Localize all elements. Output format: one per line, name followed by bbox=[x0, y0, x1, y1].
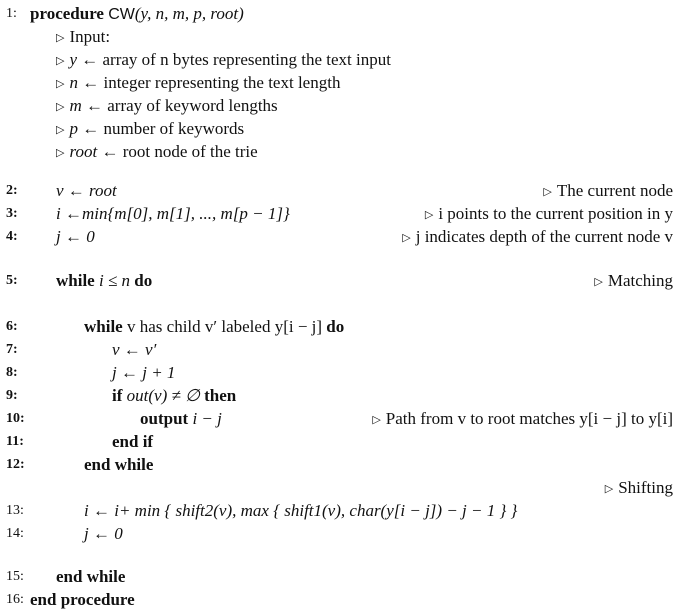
line-6 bbox=[0, 316, 679, 338]
comment-triangle-icon: ▷ bbox=[604, 483, 614, 495]
line-number: 6: bbox=[6, 319, 18, 334]
line-number: 10: bbox=[6, 411, 25, 426]
line-number: 4: bbox=[6, 229, 18, 244]
comment-triangle-icon: ▷ bbox=[402, 232, 411, 244]
code: j ← j + 1 bbox=[112, 363, 176, 382]
condition: i ≤ n bbox=[98, 271, 131, 290]
procedure-header bbox=[30, 3, 244, 26]
code bbox=[56, 270, 152, 292]
keyword-end-procedure: end procedure bbox=[30, 590, 135, 609]
line-number: 8: bbox=[6, 365, 18, 380]
comment-text: ← root node of the trie bbox=[101, 142, 258, 161]
comment-text: Shifting bbox=[618, 478, 673, 497]
comment-text: Input: bbox=[69, 27, 111, 46]
comment-triangle-icon: ▷ bbox=[56, 101, 65, 113]
line-15 bbox=[0, 566, 679, 588]
comment-triangle-icon: ▷ bbox=[594, 276, 603, 288]
line-number: 7: bbox=[6, 342, 18, 357]
comment bbox=[543, 180, 673, 203]
line-number: 1: bbox=[6, 6, 17, 21]
input-comment-root bbox=[0, 141, 679, 163]
keyword-output: output bbox=[140, 409, 189, 428]
comment-triangle-icon: ▷ bbox=[56, 124, 65, 136]
line-7 bbox=[0, 339, 679, 361]
comment-text: j indicates depth of the current node v bbox=[415, 227, 673, 246]
keyword-end-while: end while bbox=[84, 455, 154, 474]
line-5 bbox=[0, 270, 679, 292]
comment-text: Matching bbox=[607, 271, 673, 290]
line-number: 2: bbox=[6, 183, 18, 198]
comment-text: ← number of keywords bbox=[82, 119, 245, 138]
line-1 bbox=[0, 3, 679, 25]
comment-text: ← integer representing the text length bbox=[82, 73, 341, 92]
input-comment-y bbox=[0, 49, 679, 71]
keyword-end-if: end if bbox=[112, 432, 154, 451]
code bbox=[84, 316, 344, 338]
output-expr: i − j bbox=[192, 409, 222, 428]
line-8 bbox=[0, 362, 679, 384]
comment bbox=[605, 477, 673, 500]
keyword-while: while bbox=[84, 317, 123, 336]
comment-triangle-icon: ▷ bbox=[543, 186, 552, 198]
line-number: 15: bbox=[6, 569, 24, 584]
input-comment-m bbox=[0, 95, 679, 117]
comment-text: ← array of keyword lengths bbox=[86, 96, 278, 115]
code: j ← 0 bbox=[84, 524, 123, 543]
code: i ← i+ min { shift2(v), max { shift1(v), char(y[i − j]) − j − 1 } } bbox=[84, 501, 518, 520]
comment-var: root bbox=[69, 142, 98, 161]
line-number: 11: bbox=[6, 434, 24, 449]
line-number: 16: bbox=[6, 592, 24, 607]
comment bbox=[425, 203, 673, 226]
line-number: 14: bbox=[6, 526, 24, 541]
line-3 bbox=[0, 203, 679, 225]
keyword-then: then bbox=[204, 386, 237, 405]
keyword-procedure: procedure bbox=[30, 4, 104, 23]
line-number: 5: bbox=[6, 273, 18, 288]
line-number: 3: bbox=[6, 206, 18, 221]
condition: v has child v′ labeled y[i − j] bbox=[126, 317, 323, 336]
comment-text: i points to the current position in y bbox=[438, 204, 673, 223]
line-4 bbox=[0, 226, 679, 248]
comment-triangle-icon: ▷ bbox=[424, 209, 434, 221]
comment-text: The current node bbox=[556, 181, 673, 200]
procedure-name: CW bbox=[108, 6, 135, 23]
input-comment-p bbox=[0, 118, 679, 140]
keyword-while: while bbox=[56, 271, 95, 290]
code bbox=[140, 408, 222, 430]
keyword-do: do bbox=[134, 271, 153, 290]
line-number: 9: bbox=[6, 388, 18, 403]
line-13 bbox=[0, 500, 679, 522]
keyword-if: if bbox=[112, 386, 123, 405]
comment bbox=[402, 226, 673, 249]
condition: out(v) ≠ ∅ bbox=[126, 386, 200, 405]
code: v ← v′ bbox=[112, 340, 157, 359]
comment-triangle-icon: ▷ bbox=[372, 414, 381, 426]
comment-text: ← array of n bytes representing the text input bbox=[81, 50, 391, 69]
keyword-do: do bbox=[326, 317, 345, 336]
comment-text: Path from v to root matches y[i − j] to y[i] bbox=[385, 409, 673, 428]
input-comment-header bbox=[0, 26, 679, 48]
line-10 bbox=[0, 408, 679, 430]
keyword-end-while: end while bbox=[56, 567, 126, 586]
code: v ← root bbox=[56, 181, 117, 200]
input-comment-n bbox=[0, 72, 679, 94]
comment bbox=[594, 270, 673, 293]
line-14 bbox=[0, 523, 679, 545]
comment-triangle-icon: ▷ bbox=[56, 32, 65, 44]
comment-var: p bbox=[69, 119, 78, 138]
line-number: 13: bbox=[6, 503, 24, 518]
line-11 bbox=[0, 431, 679, 453]
line-number: 12: bbox=[6, 457, 25, 472]
line-12 bbox=[0, 454, 679, 476]
comment-var: y bbox=[69, 50, 78, 69]
code: j ← 0 bbox=[56, 227, 95, 246]
code: i ←min{m[0], m[1], ..., m[p − 1]} bbox=[56, 204, 290, 223]
comment bbox=[372, 408, 673, 431]
comment-triangle-icon: ▷ bbox=[56, 55, 65, 67]
comment-triangle-icon: ▷ bbox=[56, 147, 65, 159]
comment-var: n bbox=[69, 73, 78, 92]
comment-var: m bbox=[69, 96, 82, 115]
shifting-comment bbox=[0, 477, 679, 499]
line-9 bbox=[0, 385, 679, 407]
procedure-args: (y, n, m, p, root) bbox=[134, 4, 244, 23]
line-16 bbox=[0, 589, 679, 611]
line-2 bbox=[0, 180, 679, 202]
comment-triangle-icon: ▷ bbox=[56, 78, 65, 90]
code bbox=[112, 385, 236, 407]
